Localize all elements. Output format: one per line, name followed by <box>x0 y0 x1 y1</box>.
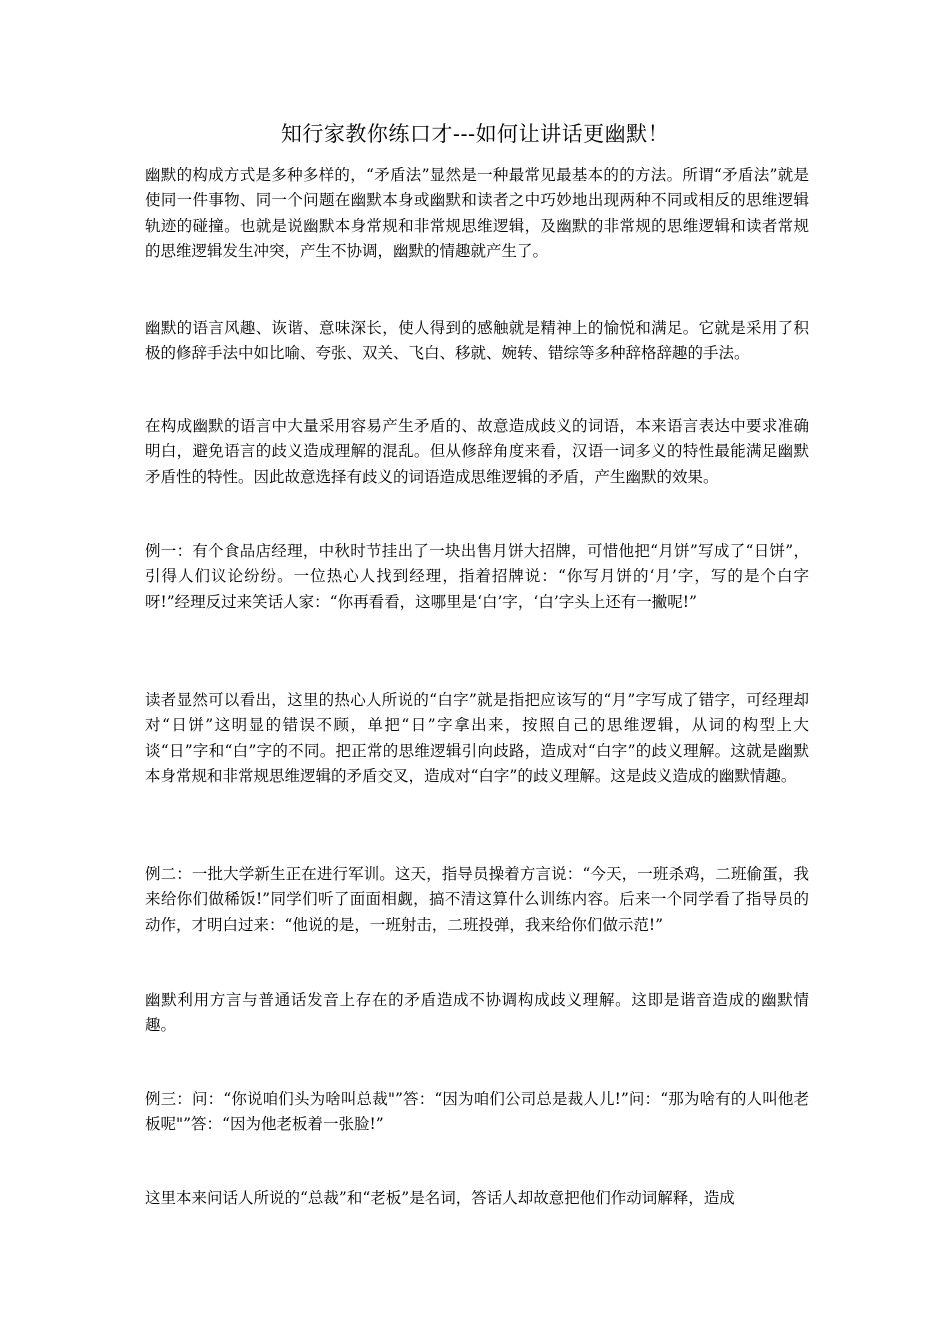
paragraph-example-three: 例三：问：“你说咱们头为啥叫总裁"”答：“因为咱们公司总是裁人儿!”问：“那为啥有的人叫他老板呢"”答：“因为他老板着一张脸!” <box>145 1090 809 1134</box>
paragraph-example-one-analysis: 读者显然可以看出，这里的热心人所说的“白字”就是指把应该写的“月”字写成了错字，可经理却对“日饼”这明显的错误不顾，单把“日”字拿出来，按照自己的思维逻辑，从词的构型上大谈“日”字和“白”字的不同。把正常的思维逻辑引向歧路，造成对“白字”的歧义理解。这就是幽默本身常规和非常规思维逻辑的矛盾交叉，造成对“白字”的歧义理解。这是歧义造成的幽默情趣。 <box>145 691 809 786</box>
paragraph-contradiction-method: 幽默的构成方式是多种多样的，“矛盾法”显然是一种最常见最基本的的方法。所谓“矛盾法”就是使同一件事物、同一个问题在幽默本身或幽默和读者之中巧妙地出现两种不同或相反的思维逻辑轨迹的碰撞。也就是说幽默本身常规和非常规思维逻辑，及幽默的非常规的思维逻辑和读者常规的思维逻辑发生冲突，产生不协调，幽默的情趣就产生了。 <box>145 166 809 261</box>
paragraph-example-three-analysis: 这里本来问话人所说的“总裁”和“老板”是名词，答话人却故意把他们作动词解释，造成 <box>145 1189 735 1207</box>
paragraph-example-two: 例二：一批大学新生正在进行军训。这天，指导员操着方言说：“今天，一班杀鸡，二班偷蛋，我来给你们做稀饭!”同学们听了面面相觑，搞不清这算什么训练内容。后来一个同学看了指导员的动作，才明白过来：“他说的是，一班射击，二班投弹，我来给你们做示范!” <box>145 865 809 934</box>
paragraph-rhetoric: 幽默的语言风趣、诙谐、意味深长，使人得到的感触就是精神上的愉悦和满足。它就是采用了积极的修辞手法中如比喻、夸张、双关、飞白、移就、婉转、错综等多种辞格辞趣的手法。 <box>145 319 809 363</box>
paragraph-example-two-analysis: 幽默利用方言与普通话发音上存在的矛盾造成不协调构成歧义理解。这即是谐音造成的幽默情趣。 <box>145 991 809 1035</box>
paragraph-example-one: 例一：有个食品店经理，中秋时节挂出了一块出售月饼大招牌，可惜他把“月饼”写成了“日饼”，引得人们议论纷纷。一位热心人找到经理，指着招牌说：“你写月饼的‘月’字，写的是个白字呀!”经理反过来笑话人家：“你再看看，这哪里是‘白’字，‘白’字头上还有一撇呢!” <box>145 542 809 611</box>
paragraph-ambiguity: 在构成幽默的语言中大量采用容易产生矛盾的、故意造成歧义的词语，本来语言表达中要求准确明白，避免语言的歧义造成理解的混乱。但从修辞角度来看，汉语一词多义的特性最能满足幽默矛盾性的特性。因此故意选择有歧义的词语造成思维逻辑的矛盾，产生幽默的效果。 <box>145 417 809 486</box>
document-title: 知行家教你练口才---如何让讲话更幽默！ <box>280 122 670 146</box>
